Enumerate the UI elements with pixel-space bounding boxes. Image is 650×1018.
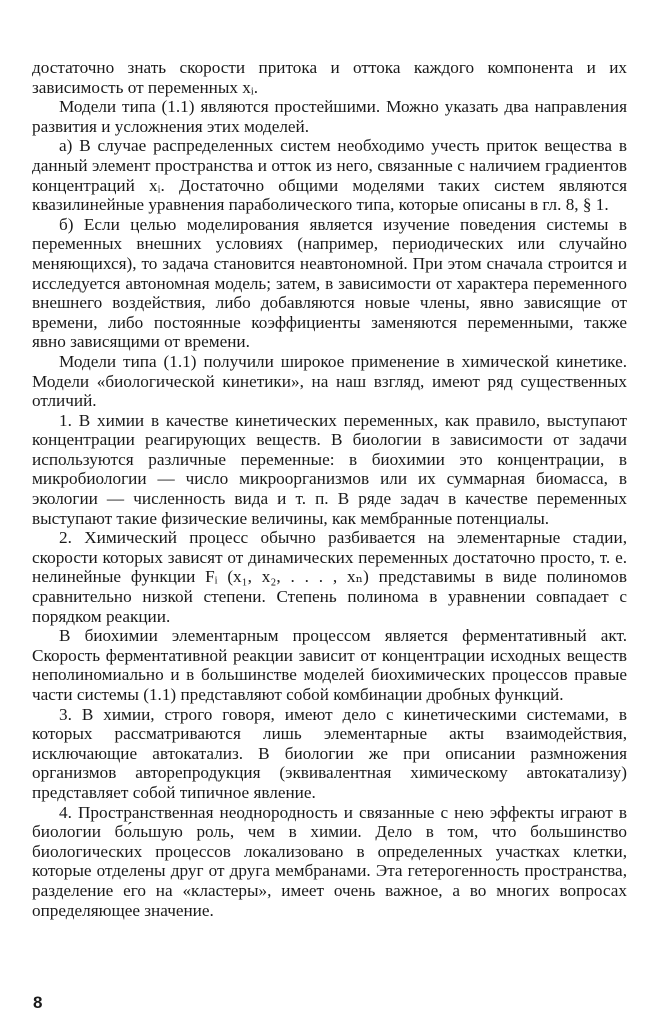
- paragraph-nonautonomous: б) Если целью моделирования является изучение поведения системы в переменных внешних условиях (например, периодических или случайно меняющихся), то задача становится неавтономной. При этом сначала строится и исследуется автономная модель; затем, в зависимости от характера переменного внешнего воздействия, либо добавляются новые члены, явно зависящие от времени, либо постоянные коэффициенты заменяются переменными, также явно зависящими от времени.: [32, 214, 627, 352]
- page-body: [32, 58, 627, 920]
- paragraph-point-2: 2. Химический процесс обычно разбивается на элементарные стадии, скорости которых зависят от динамических переменных достаточно просто, т. е. нелинейные функции Fᵢ (x₁, x₂, . . . , xₙ) представимы в виде полиномов сравнительно низкой степени. Степень полинома в уравнении совпадает с порядком реакции.: [32, 528, 627, 626]
- paragraph-distributed-systems: а) В случае распределенных систем необходимо учесть приток вещества в данный элемент пространства и отток из него, связанные с наличием градиентов концентраций xᵢ. Достаточно общими моделями таких систем являются квазилинейные уравнения параболического типа, которые описаны в гл. 8, § 1.: [32, 136, 627, 215]
- paragraph-chemical-kinetics: Модели типа (1.1) получили широкое применение в химической кинетике. Модели «биологической кинетики», на наш взгляд, имеют ряд существенных отличий.: [32, 351, 627, 411]
- paragraph-continuation: достаточно знать скорости притока и оттока каждого компонента и их зависимость от переменных xᵢ.: [32, 58, 627, 97]
- paragraph-point-3: 3. В химии, строго говоря, имеют дело с кинетическими системами, в которых рассматриваются лишь элементарные акты взаимодействия, исключающие автокатализ. В биологии же при описании размножения организмов авторепродукция (эквивалентная химическому автокатализу) представляет собой типичное явление.: [32, 704, 627, 802]
- paragraph-point-4: 4. Пространственная неоднородность и связанные с нею эффекты играют в биологии бо́льшую роль, чем в химии. Дело в том, что большинство биологических процессов локализовано в определенных участках клетки, которые отделены друг от друга мембранами. Эта гетерогенность пространства, разделение его на «кластеры», имеет очень важное, а во многих вопросах определяющее значение.: [32, 802, 627, 920]
- paragraph-models-simplest: Модели типа (1.1) являются простейшими. Можно указать два направления развития и усложнения этих моделей.: [32, 97, 627, 136]
- paragraph-point-1: 1. В химии в качестве кинетических переменных, как правило, выступают концентрации реагирующих веществ. В биологии в зависимости от задачи используются различные переменные: в биохимии это концентрации, в микробиологии — число микроорганизмов или их суммарная биомасса, в экологии — численность вида и т. п. В ряде задач в качестве переменных выступают такие физические величины, как мембранные потенциалы.: [32, 410, 627, 528]
- paragraph-enzymatic: В биохимии элементарным процессом является ферментативный акт. Скорость ферментативной реакции зависит от концентрации исходных веществ неполиномиально и в большинстве моделей биохимических процессов правые части системы (1.1) представляют собой комбинации дробных функций.: [32, 626, 627, 704]
- page-number: 8: [33, 993, 43, 1012]
